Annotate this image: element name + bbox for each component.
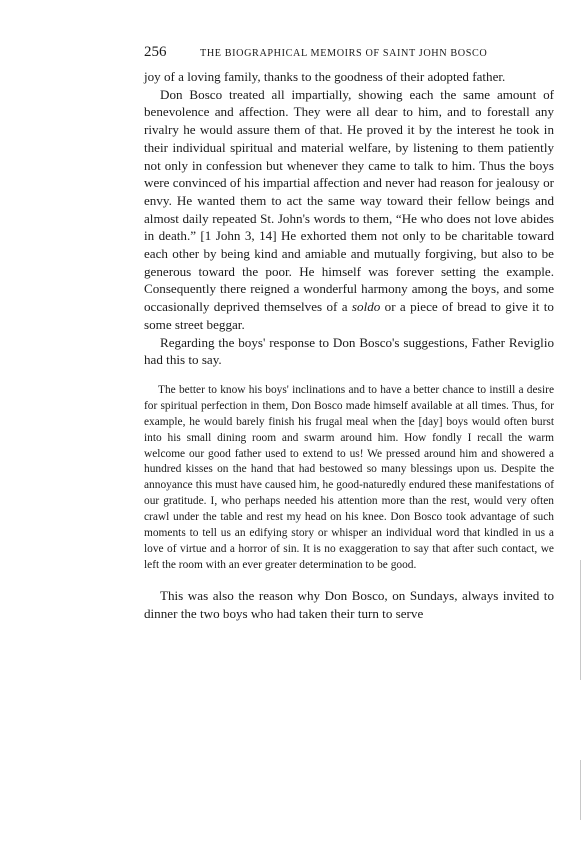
page-edge-mark bbox=[580, 760, 581, 820]
running-head-title: THE BIOGRAPHICAL MEMOIRS OF SAINT JOHN BOSCO bbox=[200, 48, 488, 59]
paragraph-impartiality-end: or a piece of bread to give it to some street beggar. bbox=[144, 299, 554, 332]
paragraph-continuation: joy of a loving family, thanks to the goodness of their adopted father. bbox=[144, 69, 506, 84]
paragraph-impartiality bbox=[144, 86, 554, 334]
soldo-term: soldo bbox=[351, 299, 381, 315]
paragraph-reviglio-intro: Regarding the boys' response to Don Bosco's suggestions, Father Reviglio had this to say. bbox=[144, 334, 554, 368]
page-edge-mark bbox=[580, 560, 581, 680]
paragraph-sunday-dinner: This was also the reason why Don Bosco, on Sundays, always invited to dinner the two boys who had taken their turn to serve bbox=[144, 587, 554, 621]
block-quote-reviglio: The better to know his boys' inclinations and to have a better chance to instill a desire for spiritual perfection in them, Don Bosco made himself available at all times. Thus, for example, he would barely finish his frugal meal when the [day] boys would often burst into his small dining room and swarm around him. How fondly I recall the warm welcome our good father used to extend to us! We pressed around him and showered a hundred kisses on the hand that had bestowed so many blessings upon us. Despite the annoyance this must have caused him, he good-naturedly endured these manifestations of our gratitude. I, who perhaps needed his attention more than the rest, would very often crawl under the table and rest my head on his knee. Don Bosco took advantage of such moments to tell us an edifying story or whisper an individual word that kindled in us a love of virtue and a horror of sin. It is no exaggeration to say that after such contact, we left the room with an ever greater determination to be good. bbox=[144, 383, 554, 571]
page-number: 256 bbox=[144, 44, 167, 60]
book-page bbox=[144, 44, 554, 622]
running-head bbox=[144, 44, 554, 66]
paragraph-impartiality-text: Don Bosco treated all impartially, showing each the same amount of benevolence and affection. They were all dear to him, and to forestall any rivalry he would assure them of that. He proved it by the interest he took in their individual spiritual and material welfare, by listening to them patiently not only in confession but whenever they came to talk to him. Thus the boys were convinced of his impartial affection and never had reason for jealousy or envy. He wanted them to act the same way toward their fellow beings and almost daily repeated St. John's words to them, “He who does not love abides in death.” [1 John 3, 14] He exhorted them not only to be charitable toward each other by being kind and amiable and mutually forgiving, but also to be generous toward the poor. He himself was forever setting the example. Consequently there reigned a wonderful harmony among the boys, and some occasionally deprived themselves of a bbox=[144, 86, 554, 315]
